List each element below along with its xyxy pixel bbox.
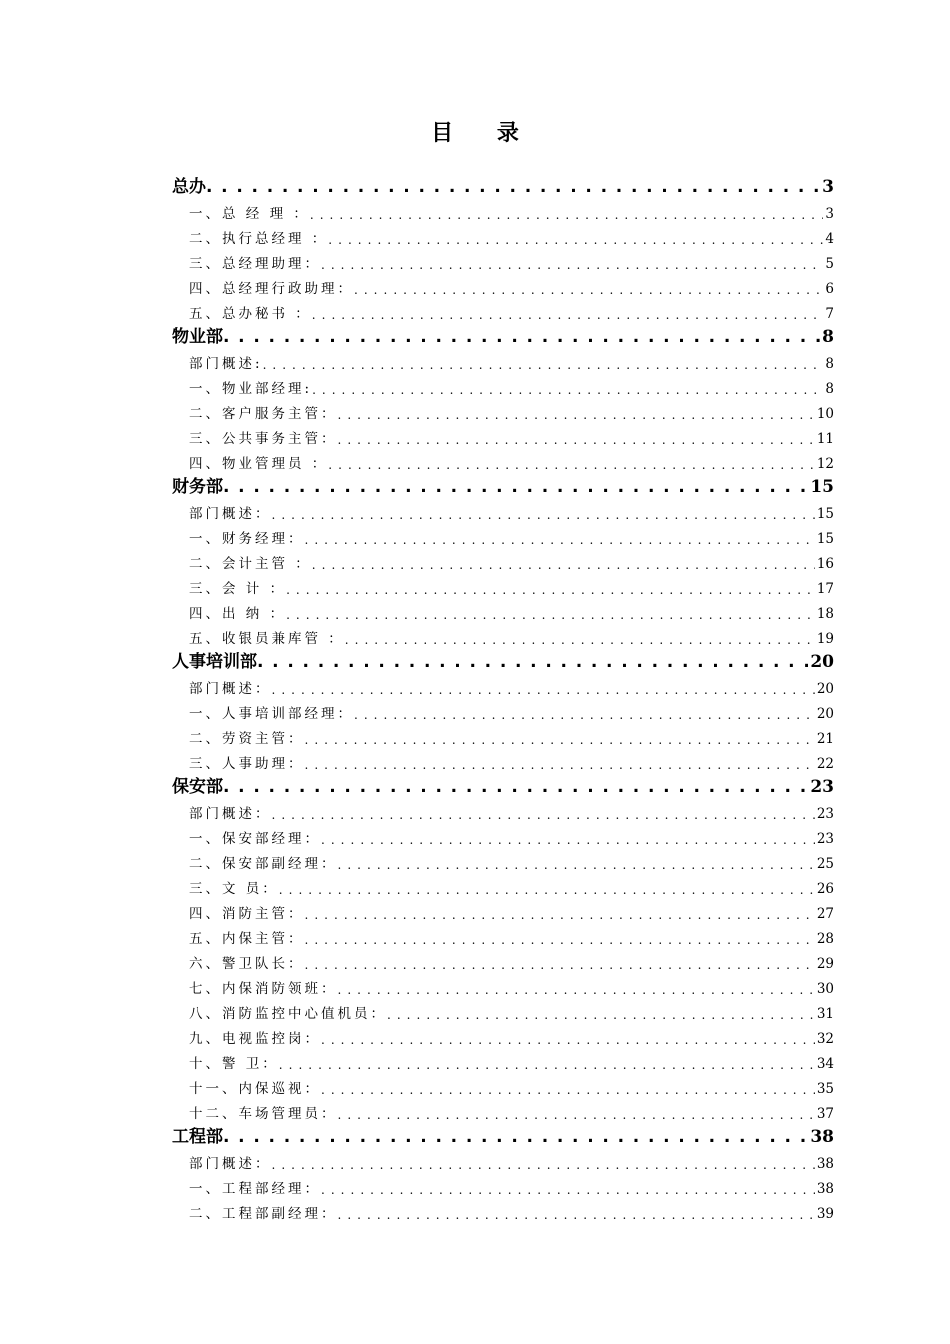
toc-entry-page-number: 25 [816,856,834,872]
toc-section-entry[interactable] [172,772,834,797]
toc-item-entry[interactable] [172,747,834,772]
toc-entry-label: 部门概述： [189,677,272,697]
toc-entry-label: 三、公共事务主管： [189,427,338,447]
dot-leader [263,358,824,372]
toc-entry-label: 保安部 [172,772,223,797]
toc-item-entry[interactable] [172,672,834,697]
dot-leader [223,1127,808,1147]
toc-item-entry[interactable] [172,722,834,747]
toc-entry-page-number: 3 [825,206,834,222]
dot-leader [354,708,815,722]
toc-entry-label: 一、财务经理： [189,527,305,547]
toc-item-entry[interactable] [172,897,834,922]
toc-entry-label: 一、人事培训部经理： [189,702,354,722]
toc-entry-label: 工程部 [172,1122,223,1147]
toc-entry-page-number: 31 [816,1006,834,1022]
toc-entry-label: 四、总经理行政助理： [189,277,354,297]
toc-entry-label: 二、会计主管 ： [189,552,312,572]
dot-leader [387,1008,815,1022]
dot-leader [338,1208,815,1222]
toc-entry-label: 四、出 纳 ： [189,602,286,622]
toc-entry-page-number: 38 [816,1156,834,1172]
toc-item-entry[interactable] [172,347,834,372]
toc-entry-label: 部门概述： [189,1152,272,1172]
toc-item-entry[interactable] [172,972,834,997]
toc-entry-page-number: 23 [810,777,834,797]
toc-entry-label: 一、总 经 理 ： [189,202,310,222]
dot-leader [272,808,815,822]
dot-leader [321,1083,815,1097]
dot-leader [312,558,815,572]
toc-entry-label: 部门概述： [189,502,272,522]
toc-entry-label: 一、工程部经理： [189,1177,321,1197]
toc-entry-page-number: 6 [825,281,834,297]
dot-leader [286,608,815,622]
dot-leader [305,733,815,747]
toc-section-entry[interactable] [172,647,834,672]
toc-entry-page-number: 8 [822,327,834,347]
toc-item-entry[interactable] [172,1147,834,1172]
toc-entry-page-number: 17 [816,581,834,597]
toc-entry-page-number: 11 [816,431,834,447]
toc-entry-page-number: 10 [816,406,834,422]
dot-leader [338,433,815,447]
toc-entry-page-number: 16 [816,556,834,572]
toc-entry-label: 十一、内保巡视： [189,1077,321,1097]
dot-leader [354,283,823,297]
toc-item-entry[interactable] [172,872,834,897]
dot-leader [279,883,815,897]
toc-entry-page-number: 7 [825,306,834,322]
dot-leader [321,258,823,272]
dot-leader [345,633,815,647]
toc-entry-page-number: 38 [810,1127,834,1147]
toc-item-entry[interactable] [172,1097,834,1122]
toc-entry-label: 三、会 计 ： [189,577,286,597]
toc-item-entry[interactable] [172,822,834,847]
toc-entry-label: 六、警卫队长： [189,952,305,972]
toc-entry-page-number: 20 [816,681,834,697]
toc-item-entry[interactable] [172,422,834,447]
dot-leader [286,583,815,597]
toc-item-entry[interactable] [172,372,834,397]
dot-leader [223,327,820,347]
toc-entry-label: 人事培训部 [172,647,257,672]
toc-entry-label: 二、劳资主管： [189,727,305,747]
toc-entry-page-number: 23 [816,831,834,847]
toc-entry-page-number: 38 [816,1181,834,1197]
toc-section-entry[interactable] [172,172,834,197]
toc-item-entry[interactable] [172,522,834,547]
dot-leader [223,477,808,497]
dot-leader [272,1158,815,1172]
toc-entry-label: 八、消防监控中心值机员： [189,1002,387,1022]
toc-entry-label: 五、总办秘书 ： [189,302,312,322]
toc-item-entry[interactable] [172,222,834,247]
toc-entry-page-number: 37 [816,1106,834,1122]
toc-entry-page-number: 8 [825,381,834,397]
toc-item-entry[interactable] [172,1197,834,1222]
toc-section-entry[interactable] [172,472,834,497]
toc-item-entry[interactable] [172,697,834,722]
toc-entry-page-number: 29 [816,956,834,972]
toc-entry-page-number: 15 [816,506,834,522]
toc-section-entry[interactable] [172,1122,834,1147]
toc-entry-page-number: 26 [816,881,834,897]
dot-leader [257,652,808,672]
toc-item-entry[interactable] [172,1172,834,1197]
toc-item-entry[interactable] [172,922,834,947]
toc-item-entry[interactable] [172,797,834,822]
toc-entry-label: 三、文 员： [189,877,279,897]
toc-entry-page-number: 15 [810,477,834,497]
toc-item-entry[interactable] [172,572,834,597]
toc-entry-label: 五、收银员兼库管 ： [189,627,345,647]
toc-item-entry[interactable] [172,1072,834,1097]
page-title: 目 录 [431,121,537,146]
toc-entry-page-number: 4 [825,231,834,247]
dot-leader [223,777,808,797]
toc-entry-page-number: 18 [816,606,834,622]
toc-item-entry[interactable] [172,597,834,622]
toc-entry-page-number: 21 [816,731,834,747]
toc-item-entry[interactable] [172,947,834,972]
toc-section-entry[interactable] [172,322,834,347]
toc-entry-page-number: 22 [816,756,834,772]
dot-leader [328,458,815,472]
toc-entry-page-number: 8 [825,356,834,372]
toc-item-entry[interactable] [172,397,834,422]
toc-entry-label: 四、消防主管： [189,902,305,922]
toc-entry-label: 三、人事助理： [189,752,305,772]
dot-leader [321,833,815,847]
toc-entry-label: 二、工程部副经理： [189,1202,338,1222]
toc-item-entry[interactable] [172,247,834,272]
dot-leader [312,308,824,322]
toc-entry-page-number: 28 [816,931,834,947]
toc-item-entry[interactable] [172,297,834,322]
toc-entry-page-number: 19 [816,631,834,647]
dot-leader [338,1108,815,1122]
dot-leader [305,758,815,772]
dot-leader [338,858,815,872]
toc-entry-label: 财务部 [172,472,223,497]
toc-entry-page-number: 20 [810,652,834,672]
toc-entry-page-number: 34 [816,1056,834,1072]
toc-entry-label: 二、客户服务主管： [189,402,338,422]
dot-leader [305,533,815,547]
toc-entry-label: 部门概述： [189,802,272,822]
dot-leader [312,383,823,397]
toc-entry-page-number: 20 [816,706,834,722]
toc-entry-page-number: 32 [816,1031,834,1047]
toc-entry-label: 十、警 卫： [189,1052,279,1072]
toc-item-entry[interactable] [172,447,834,472]
toc-entry-page-number: 3 [822,177,834,197]
toc-item-entry[interactable] [172,1022,834,1047]
toc-entry-label: 二、执行总经理 ： [189,227,328,247]
toc-entry-label: 物业部 [172,322,223,347]
dot-leader [310,208,824,222]
dot-leader [305,958,815,972]
toc-entry-label: 十二、车场管理员： [189,1102,338,1122]
dot-leader [321,1033,815,1047]
dot-leader [272,683,815,697]
toc-entry-page-number: 39 [816,1206,834,1222]
toc-entry-label: 二、保安部副经理： [189,852,338,872]
toc-entry-label: 部门概述: [189,352,263,372]
toc-entry-label: 一、保安部经理： [189,827,321,847]
toc-item-entry[interactable] [172,272,834,297]
dot-leader [321,1183,815,1197]
toc-item-entry[interactable] [172,197,834,222]
toc-entry-label: 五、内保主管： [189,927,305,947]
toc-entry-page-number: 5 [825,256,834,272]
toc-entry-page-number: 23 [816,806,834,822]
toc-item-entry[interactable] [172,622,834,647]
toc-entry-label: 九、电视监控岗： [189,1027,321,1047]
table-of-contents [172,172,834,1222]
toc-entry-label: 四、物业管理员 ： [189,452,328,472]
dot-leader [338,983,815,997]
toc-item-entry[interactable] [172,547,834,572]
dot-leader [279,1058,815,1072]
toc-entry-label: 三、总经理助理： [189,252,321,272]
toc-entry-label: 一、物业部经理: [189,377,312,397]
dot-leader [338,408,815,422]
toc-item-entry[interactable] [172,847,834,872]
toc-entry-page-number: 30 [816,981,834,997]
toc-entry-page-number: 27 [816,906,834,922]
toc-item-entry[interactable] [172,997,834,1022]
dot-leader [206,177,820,197]
dot-leader [305,908,815,922]
dot-leader [328,233,823,247]
toc-entry-page-number: 12 [816,456,834,472]
toc-entry-label: 总办 [172,172,206,197]
toc-entry-label: 七、内保消防领班： [189,977,338,997]
toc-item-entry[interactable] [172,497,834,522]
dot-leader [272,508,815,522]
toc-entry-page-number: 35 [816,1081,834,1097]
toc-item-entry[interactable] [172,1047,834,1072]
dot-leader [305,933,815,947]
toc-entry-page-number: 15 [816,531,834,547]
